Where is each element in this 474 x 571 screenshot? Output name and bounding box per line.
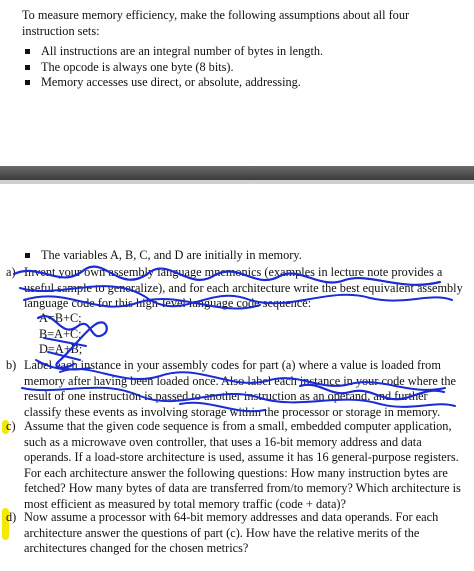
page-separator: [0, 166, 474, 180]
question-label: b): [6, 358, 17, 372]
bullet-square-icon: [25, 65, 30, 70]
bullet-square-icon: [25, 80, 30, 85]
question-label: d): [6, 510, 17, 524]
code-line: A=B+C;: [39, 311, 82, 325]
assumption-item: [22, 75, 462, 91]
question-text: Now assume a processor with 64-bit memory addresses and data operands. For each architecture answer the questions of part (c). How have the relative merits of the architectures changed for the chosen metrics?: [24, 510, 439, 556]
question-c: [6, 419, 466, 513]
question-label: a): [6, 265, 16, 279]
assumption-item: [22, 60, 462, 76]
assumption-text: All instructions are an integral number of bytes in length.: [41, 44, 324, 58]
code-sequence: [39, 311, 82, 358]
variables-list: [22, 248, 462, 264]
intro-paragraph: To measure memory efficiency, make the following assumptions about all four instruction sets:: [22, 8, 410, 38]
question-b: [6, 358, 466, 420]
question-text: Assume that the given code sequence is from a small, embedded computer application, such as a microwave oven controller, that uses a 16-bit memory address and data operands. If a load-store architecture is used, assume it has 16 general-purpose registers. For each architecture answer the following questions: How many instruction bytes are fetched? How many bytes of data are transferred from/to memory? Which architecture is most efficient as measured by total memory traffic (code + data)?: [24, 419, 461, 511]
question-d: [6, 510, 466, 557]
question-text: Invent your own assembly language mnemonics (examples in lecture note provides a useful sample to generalize), and for each architecture write the best equivalent assembly language code for this high-level language code sequence:: [24, 265, 463, 311]
bullet-square-icon: [25, 253, 30, 258]
variables-text: The variables A, B, C, and D are initially in memory.: [41, 248, 302, 262]
assumption-text: The opcode is always one byte (8 bits).: [41, 59, 234, 74]
code-line: B=A+C;: [39, 326, 82, 341]
assumption-list: [22, 44, 462, 91]
variables-item: [22, 248, 462, 264]
question-label: c): [6, 419, 16, 433]
assumption-text: Memory accesses use direct, or absolute, addressing.: [41, 75, 301, 90]
code-line: D=A+B;: [39, 342, 83, 357]
assumption-item: [22, 44, 462, 60]
bullet-square-icon: [25, 49, 30, 54]
question-a: [6, 265, 466, 312]
page-separator-shadow: [0, 180, 474, 184]
question-text: Label each instance in your assembly codes for part (a) where a value is loaded from memory after having been loaded once. Also label each instance in your code where the result of one instruction is passed to another instruction as an operand, and further classify these events as involving storage within the processor or storage in memory.: [24, 358, 456, 419]
